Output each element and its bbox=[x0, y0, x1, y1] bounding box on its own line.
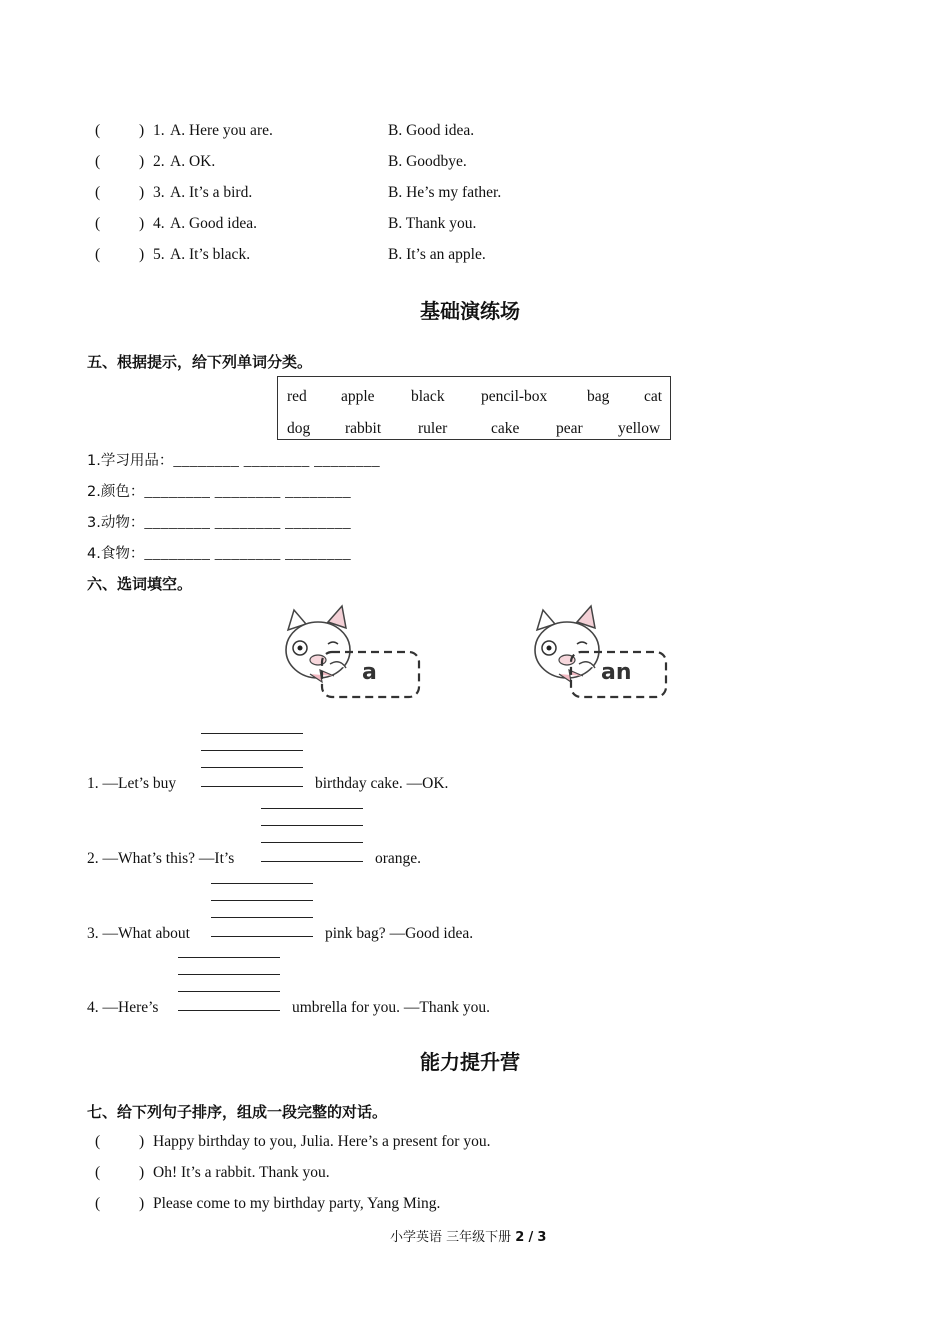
option-b: B. Good idea. bbox=[388, 122, 475, 139]
option-a: A. It’s a bird. bbox=[170, 184, 253, 201]
answer-paren-open: ( bbox=[95, 184, 101, 201]
order-paren-open: ( bbox=[95, 1133, 101, 1150]
question-number: 4. bbox=[153, 215, 165, 232]
word-bank-word: cat bbox=[644, 388, 663, 405]
answer-blanks[interactable]: ________ ________ ________ bbox=[144, 514, 352, 531]
answer-paren-open: ( bbox=[95, 153, 101, 170]
answer-blanks[interactable]: ________ ________ ________ bbox=[144, 545, 352, 562]
footer-text: 小学英语 三年级下册 bbox=[390, 1230, 512, 1245]
blank-line bbox=[261, 808, 363, 809]
answer-blanks[interactable]: ________ ________ ________ bbox=[144, 483, 352, 500]
classification-item bbox=[87, 480, 351, 501]
answer-paren-close: ) bbox=[139, 122, 145, 139]
answer-paren-close: ) bbox=[139, 246, 145, 263]
sentence-before: 3. —What about bbox=[87, 925, 190, 942]
sentence-before: 4. —Here’s bbox=[87, 999, 159, 1016]
answer-paren-open: ( bbox=[95, 215, 101, 232]
order-paren-open: ( bbox=[95, 1164, 101, 1181]
blank-line bbox=[178, 957, 280, 958]
classification-item bbox=[87, 542, 351, 563]
order-paren-close: ) bbox=[139, 1164, 145, 1181]
word-bank-word: pencil-box bbox=[481, 388, 548, 405]
pig-with-an-illustration bbox=[527, 602, 677, 702]
answer-paren-close: ) bbox=[139, 215, 145, 232]
word-bank-word: dog bbox=[287, 420, 311, 437]
category-label: 2.颜色： bbox=[87, 484, 145, 500]
blank-line bbox=[261, 825, 363, 826]
option-a: A. Good idea. bbox=[170, 215, 257, 232]
sentence-before: 2. —What’s this? —It’s bbox=[87, 850, 235, 867]
blank-line bbox=[178, 974, 280, 975]
option-b: B. It’s an apple. bbox=[388, 246, 486, 263]
section-5-title: 五、根据提示，给下列单词分类。 bbox=[87, 353, 313, 371]
word-bank-word: cake bbox=[491, 420, 520, 437]
dialogue-sentence: Please come to my birthday party, Yang Ming. bbox=[153, 1195, 441, 1212]
word-bank-word: apple bbox=[341, 388, 375, 405]
option-b: B. He’s my father. bbox=[388, 184, 502, 201]
option-an-label: an bbox=[601, 660, 632, 685]
question-number: 3. bbox=[153, 184, 165, 201]
category-label: 1.学习用品： bbox=[87, 453, 174, 469]
page-separator: / bbox=[528, 1230, 534, 1245]
category-label: 3.动物： bbox=[87, 515, 145, 531]
question-number: 2. bbox=[153, 153, 165, 170]
word-bank-box bbox=[277, 376, 671, 440]
question-number: 1. bbox=[153, 122, 165, 139]
blank-line bbox=[211, 883, 313, 884]
page-total: 3 bbox=[537, 1230, 547, 1245]
classification-item bbox=[87, 511, 351, 532]
dialogue-sentence: Oh! It’s a rabbit. Thank you. bbox=[153, 1164, 330, 1181]
word-bank-word: bag bbox=[587, 388, 610, 405]
word-bank-word: yellow bbox=[618, 420, 661, 437]
blank-line bbox=[178, 991, 280, 992]
word-bank-word: red bbox=[287, 388, 307, 405]
sentence-after: umbrella for you. —Thank you. bbox=[292, 999, 491, 1016]
answer-blanks[interactable]: ________ ________ ________ bbox=[173, 452, 381, 469]
answer-blank[interactable] bbox=[178, 1010, 280, 1011]
blank-line bbox=[261, 842, 363, 843]
answer-blank[interactable] bbox=[261, 861, 363, 862]
dialogue-sentence: Happy birthday to you, Julia. Here’s a present for you. bbox=[153, 1133, 491, 1150]
pig-icon bbox=[278, 602, 428, 702]
sentence-after: pink bag? —Good idea. bbox=[325, 925, 474, 942]
word-bank-word: black bbox=[411, 388, 445, 405]
blank-line bbox=[201, 750, 303, 751]
classification-item bbox=[87, 449, 380, 470]
word-bank-word: pear bbox=[556, 420, 583, 437]
page-footer bbox=[390, 1226, 546, 1245]
order-paren-close: ) bbox=[139, 1133, 145, 1150]
page-number: 2 bbox=[515, 1230, 525, 1245]
answer-paren-close: ) bbox=[139, 184, 145, 201]
section-heading-basic: 基础演练场 bbox=[420, 299, 520, 323]
pig-icon bbox=[527, 602, 677, 702]
blank-line bbox=[201, 733, 303, 734]
order-paren-open: ( bbox=[95, 1195, 101, 1212]
blank-line bbox=[211, 900, 313, 901]
answer-blank[interactable] bbox=[201, 786, 303, 787]
blank-line bbox=[201, 767, 303, 768]
option-a: A. It’s black. bbox=[170, 246, 251, 263]
option-a: A. OK. bbox=[170, 153, 216, 170]
pig-with-a-illustration bbox=[278, 602, 428, 702]
option-b: B. Goodbye. bbox=[388, 153, 467, 170]
word-bank-word: ruler bbox=[418, 420, 448, 437]
answer-paren-close: ) bbox=[139, 153, 145, 170]
option-b: B. Thank you. bbox=[388, 215, 477, 232]
blank-line bbox=[211, 917, 313, 918]
answer-paren-open: ( bbox=[95, 246, 101, 263]
section-6-title: 六、选词填空。 bbox=[87, 575, 193, 593]
option-a-label: a bbox=[362, 660, 377, 685]
sentence-after: orange. bbox=[375, 850, 422, 867]
section-heading-advanced: 能力提升营 bbox=[420, 1050, 520, 1074]
section-7-title: 七、给下列句子排序，组成一段完整的对话。 bbox=[87, 1103, 388, 1121]
sentence-before: 1. —Let’s buy bbox=[87, 775, 177, 792]
option-a: A. Here you are. bbox=[170, 122, 273, 139]
order-paren-close: ) bbox=[139, 1195, 145, 1212]
category-label: 4.食物： bbox=[87, 546, 145, 562]
answer-blank[interactable] bbox=[211, 936, 313, 937]
word-bank-word: rabbit bbox=[345, 420, 382, 437]
sentence-after: birthday cake. —OK. bbox=[315, 775, 449, 792]
answer-paren-open: ( bbox=[95, 122, 101, 139]
question-number: 5. bbox=[153, 246, 165, 263]
